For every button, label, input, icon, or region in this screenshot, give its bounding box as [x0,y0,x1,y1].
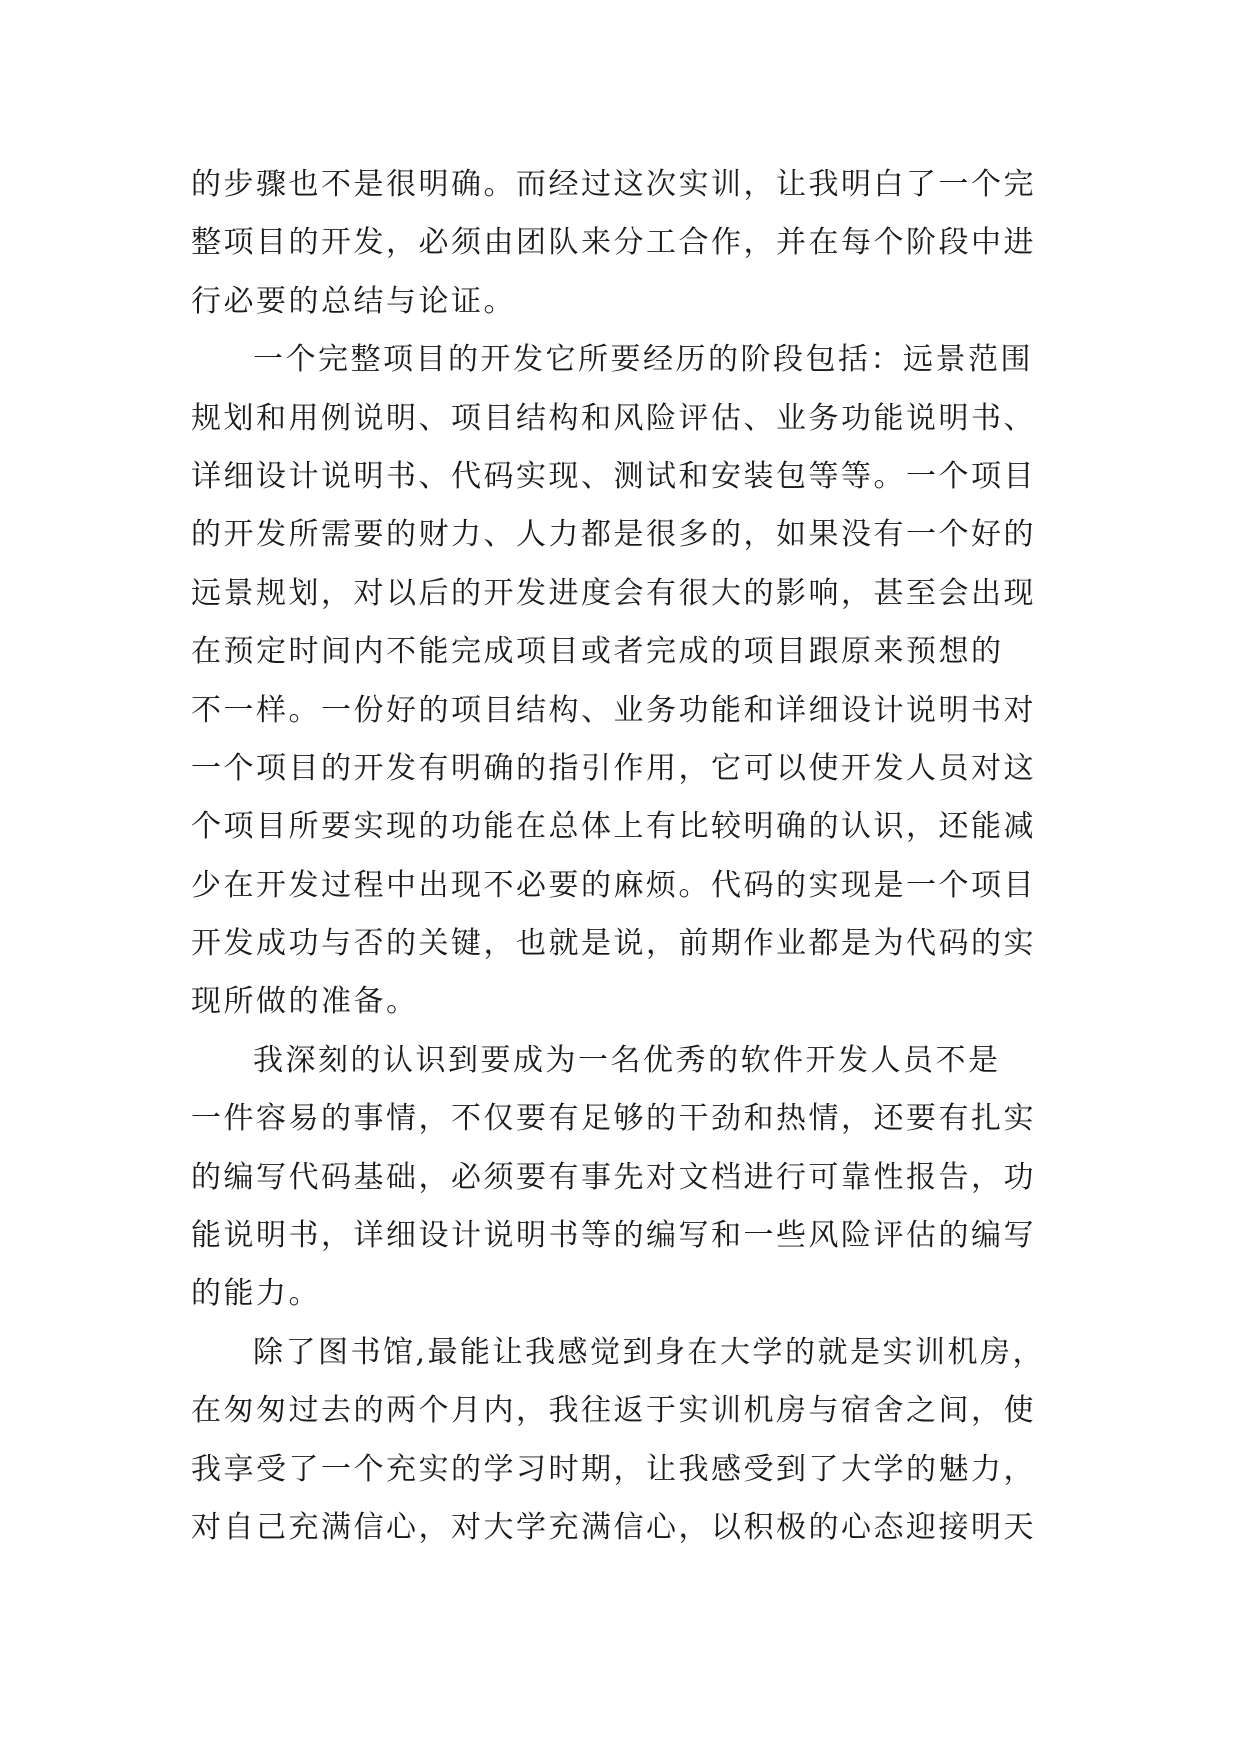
body-text [191,156,1061,1557]
text-line: 远景规划，对以后的开发进度会有很大的影响，甚至会出现 [191,575,1036,611]
paragraph-2 [191,331,1061,1032]
paragraph-3 [191,1032,1061,1324]
text-line: 在预定时间内不能完成项目或者完成的项目跟原来预想的 [191,634,1004,670]
text-line: 开发成功与否的关键，也就是说，前期作业都是为代码的实 [191,926,1036,962]
text-line: 不一样。一份好的项目结构、业务功能和详细设计说明书对 [191,692,1036,728]
text-line: 我享受了一个充实的学习时期，让我感受到了大学的魅力， [191,1451,1036,1487]
text-line: 少在开发过程中出现不必要的麻烦。代码的实现是一个项目 [191,867,1036,903]
text-line: 除了图书馆,最能让我感觉到身在大学的就是实训机房， [253,1334,1046,1370]
text-line: 整项目的开发，必须由团队来分工合作，并在每个阶段中进 [191,225,1036,261]
text-line: 规划和用例说明、项目结构和风险评估、业务功能说明书、 [191,400,1036,436]
text-line: 能说明书，详细设计说明书等的编写和一些风险评估的编写 [191,1218,1036,1254]
text-line: 的能力。 [191,1276,321,1312]
text-line: 行必要的总结与论证。 [191,283,516,319]
text-line: 一个项目的开发有明确的指引作用，它可以使开发人员对这 [191,750,1036,786]
text-line: 详细设计说明书、代码实现、测试和安装包等等。一个项目 [191,458,1036,494]
text-line: 一件容易的事情，不仅要有足够的干劲和热情，还要有扎实 [191,1101,1036,1137]
paragraph-1 [191,156,1061,331]
text-line: 的步骤也不是很明确。而经过这次实训，让我明白了一个完 [191,167,1036,202]
text-line: 的开发所需要的财力、人力都是很多的，如果没有一个好的 [191,517,1036,553]
text-line: 现所做的准备。 [191,984,419,1020]
text-line: 一个完整项目的开发它所要经历的阶段包括：远景范围 [253,342,1033,378]
text-line: 在匆匆过去的两个月内，我往返于实训机房与宿舍之间，使 [191,1393,1036,1429]
paragraph-4 [191,1324,1061,1558]
text-line: 的编写代码基础，必须要有事先对文档进行可靠性报告，功 [191,1159,1036,1195]
text-line: 对自己充满信心，对大学充满信心，以积极的心态迎接明天 [191,1509,1036,1545]
text-line: 我深刻的认识到要成为一名优秀的软件开发人员不是 [253,1042,1001,1078]
text-line: 个项目所要实现的功能在总体上有比较明确的认识，还能减 [191,809,1036,845]
